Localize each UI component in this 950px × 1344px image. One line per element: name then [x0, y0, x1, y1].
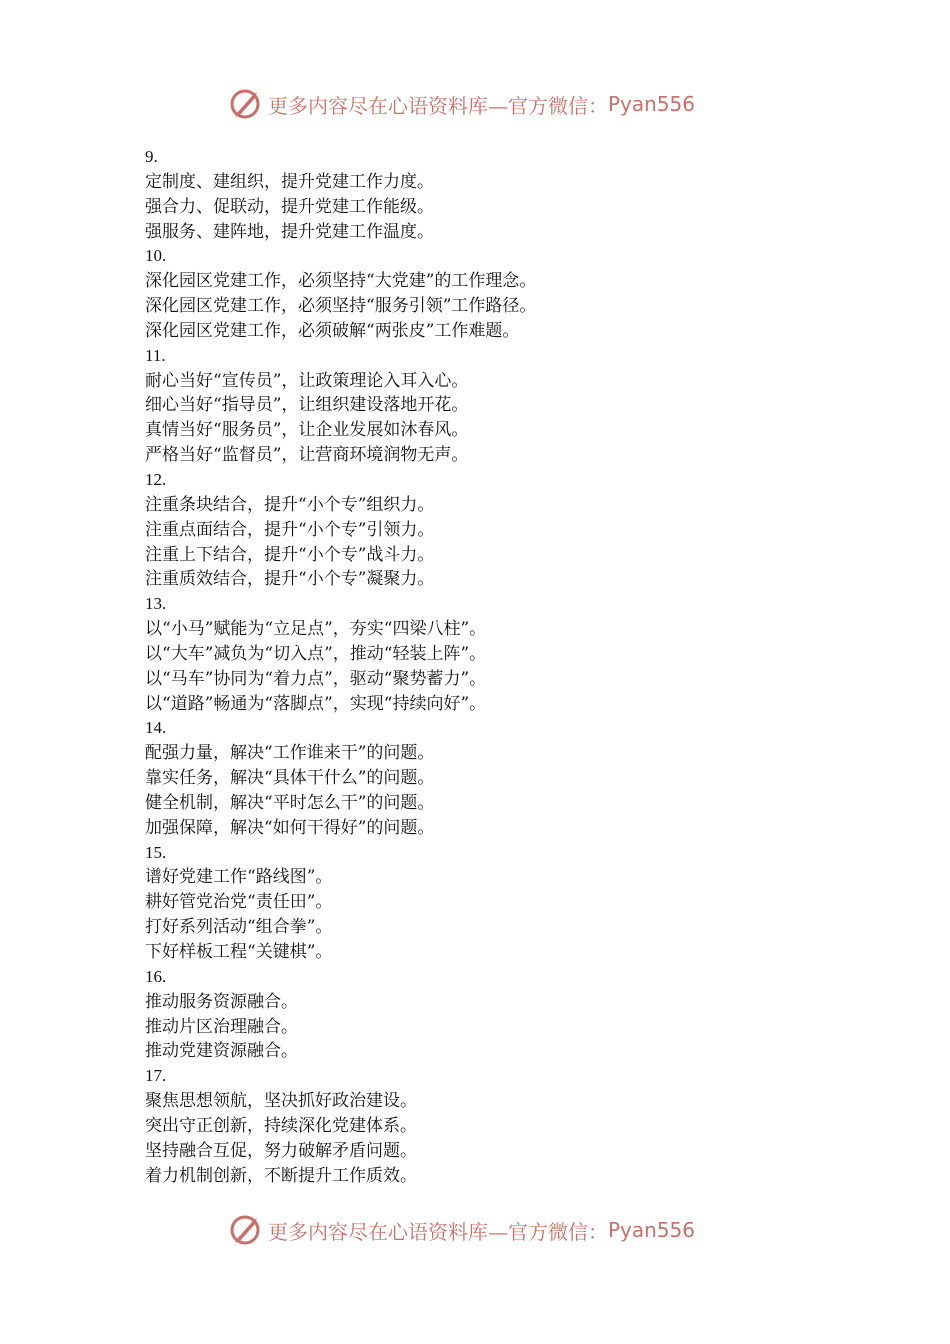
section-number: 9.	[145, 147, 158, 166]
section-line: 深化园区党建工作，必须坚持“服务引领”工作路径。	[145, 296, 537, 317]
section-line: 以“马车”协同为“着力点”，驱动“聚势蓄力”。	[145, 668, 487, 689]
banner-text: 更多内容尽在心语资料库—官方微信：	[268, 1219, 608, 1244]
header-banner	[228, 84, 695, 124]
section-line: 定制度、建组织，提升党建工作力度。	[145, 171, 434, 192]
section-line: 谱好党建工作“路线图”。	[145, 867, 333, 888]
section-number: 17.	[145, 1066, 167, 1086]
pen-logo-icon	[228, 86, 264, 122]
section-line: 注重点面结合，提升“小个专”引领力。	[145, 519, 435, 540]
section-line: 深化园区党建工作，必须破解“两张皮”工作难题。	[145, 320, 520, 341]
section-line: 注重条块结合，提升“小个专”组织力。	[145, 494, 435, 515]
section-line: 强服务、建阵地，提升党建工作温度。	[145, 221, 434, 242]
banner-wechat-id: Pyan556	[608, 1218, 696, 1242]
section-line: 以“道路”畅通为“落脚点”，实现“持续向好”。	[145, 693, 487, 714]
section-line: 注重上下结合，提升“小个专”战斗力。	[145, 544, 435, 565]
section-line: 加强保障，解决“如何干得好”的问题。	[145, 817, 435, 838]
footer-banner	[228, 1210, 695, 1250]
section-line: 推动党建资源融合。	[145, 1041, 298, 1062]
pen-logo-icon	[228, 1212, 264, 1248]
section-line: 着力机制创新，不断提升工作质效。	[145, 1165, 417, 1186]
section-line: 强合力、促联动，提升党建工作能级。	[145, 196, 434, 217]
section-line: 打好系列活动“组合拳”。	[145, 917, 333, 938]
section-line: 真情当好“服务员”，让企业发展如沐春风。	[145, 420, 469, 441]
section-number: 14.	[145, 718, 167, 738]
banner-text: 更多内容尽在心语资料库—官方微信：	[268, 93, 608, 118]
section-line: 耕好管党治党“责任田”。	[145, 892, 333, 913]
section-line: 耐心当好“宣传员”，让政策理论入耳入心。	[145, 370, 469, 391]
section-line: 深化园区党建工作，必须坚持“大党建”的工作理念。	[145, 271, 537, 292]
section-number: 16.	[145, 966, 167, 986]
section-line: 以“小马”赋能为“立足点”，夯实“四梁八柱”。	[145, 619, 487, 640]
section-number: 13.	[145, 594, 167, 614]
section-number: 11.	[145, 345, 166, 365]
section-line: 严格当好“监督员”，让营商环境润物无声。	[145, 445, 469, 466]
section-line: 推动服务资源融合。	[145, 991, 298, 1012]
section-line: 配强力量，解决“工作谁来干”的问题。	[145, 743, 435, 764]
section-number: 15.	[145, 842, 167, 862]
section-number: 10.	[145, 246, 167, 266]
section-line: 注重质效结合，提升“小个专”凝聚力。	[145, 569, 435, 590]
document-body	[145, 145, 845, 1188]
section-line: 健全机制，解决“平时怎么干”的问题。	[145, 792, 435, 813]
banner-wechat-id: Pyan556	[608, 92, 696, 116]
section-line: 靠实任务，解决“具体干什么”的问题。	[145, 768, 435, 789]
section-line: 聚焦思想领航，坚决抓好政治建设。	[145, 1091, 417, 1112]
section-line: 下好样板工程“关键棋”。	[145, 942, 333, 962]
section-line: 突出守正创新，持续深化党建体系。	[145, 1115, 417, 1136]
section-line: 坚持融合互促，努力破解矛盾问题。	[145, 1140, 417, 1161]
section-line: 细心当好“指导员”，让组织建设落地开花。	[145, 395, 469, 416]
section-line: 推动片区治理融合。	[145, 1016, 298, 1037]
section-number: 12.	[145, 469, 167, 489]
section-line: 以“大车”减负为“切入点”，推动“轻装上阵”。	[145, 643, 487, 664]
